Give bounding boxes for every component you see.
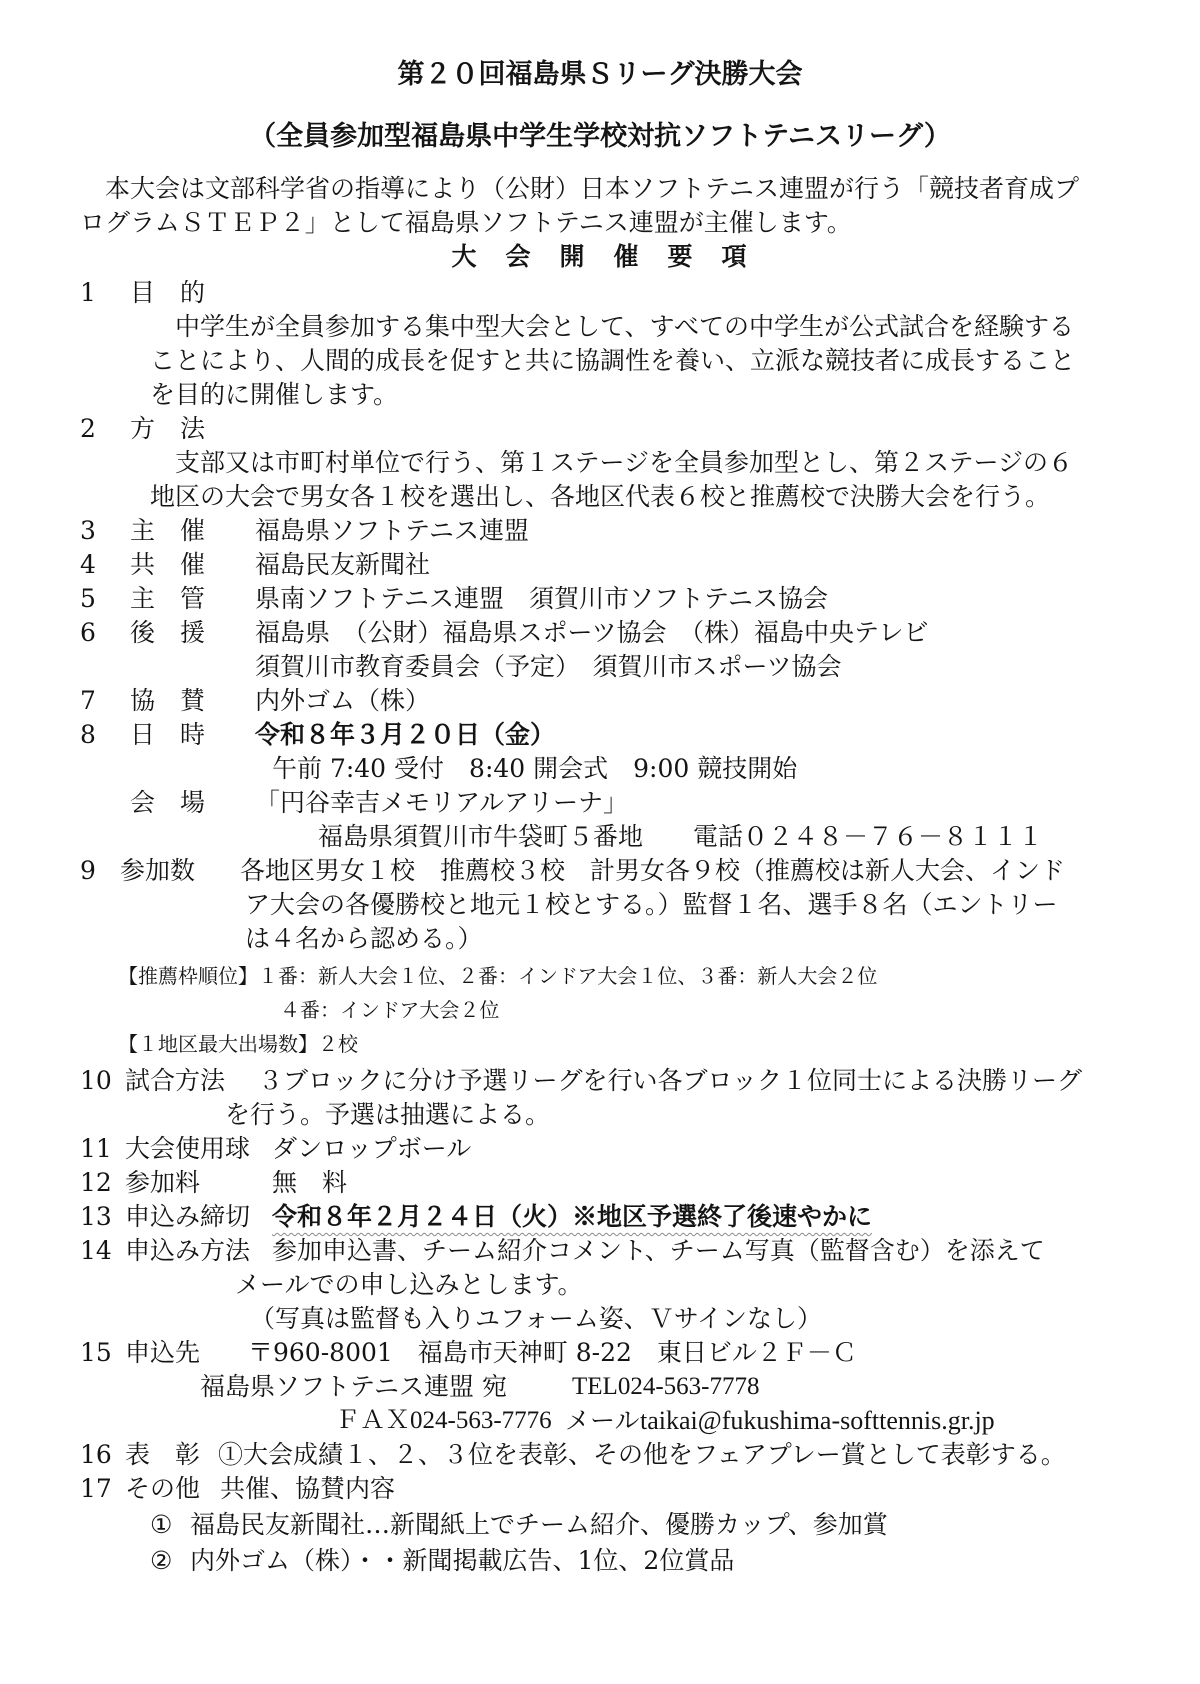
max-entries-value: ２校 xyxy=(318,1032,358,1056)
intro-line-2: ログラムＳＴＥＰ２」として福島県ソフトテニス連盟が主催します。 xyxy=(80,208,852,237)
event-times: 午前 7:40 受付 8:40 開会式 9:00 競技開始 xyxy=(272,754,798,783)
section-7-number: 7 xyxy=(80,686,96,715)
section-14-label: 申込み方法 xyxy=(125,1236,251,1265)
section-7-value: 内外ゴム（株） xyxy=(255,686,431,715)
section-16-value: ①大会成績１、２、３位を表彰、その他をフェアプレー賞として表彰する。 xyxy=(218,1440,1066,1469)
section-9-line-2: ア大会の各優勝校と地元１校とする。）監督１名、選手８名（エントリー xyxy=(245,890,1058,919)
section-6-number: 6 xyxy=(80,618,96,647)
section-3-value: 福島県ソフトテニス連盟 xyxy=(255,516,530,545)
section-12-label: 参加料 xyxy=(125,1168,201,1197)
contact-fax: ＦＡＸ024-563-7776 xyxy=(335,1407,552,1434)
section-11-label: 大会使用球 xyxy=(125,1134,251,1163)
sponsor-item-2-text: 内外ゴム（株）・・新聞掲載広告、1位、2位賞品 xyxy=(190,1546,735,1575)
section-15-number: 15 xyxy=(80,1338,112,1367)
document-title: 第２０回福島県Ｓリーグ決勝大会 xyxy=(397,59,803,90)
section-4-value: 福島民友新聞社 xyxy=(255,550,431,579)
section-12-value: 無 料 xyxy=(272,1168,348,1197)
venue-name: 「円谷幸吉メモリアルアリーナ」 xyxy=(255,788,629,817)
section-8-number: 8 xyxy=(80,720,96,749)
intro-line-1: 本大会は文部科学省の指導により（公財）日本ソフトテニス連盟が行う「競技者育成プ xyxy=(105,174,1080,203)
section-11-value: ダンロップボール xyxy=(272,1134,472,1163)
section-13-number: 13 xyxy=(80,1202,112,1231)
section-12-number: 12 xyxy=(80,1168,112,1197)
event-date: 令和８年３月２０日（金） xyxy=(255,720,556,749)
section-17-value: 共催、協賛内容 xyxy=(220,1474,396,1503)
section-14-number: 14 xyxy=(80,1236,112,1265)
section-9-number: 9 xyxy=(80,856,96,885)
sponsor-item-1-text: 福島民友新聞社…新聞紙上でチーム紹介、優勝カップ、参加賞 xyxy=(190,1510,888,1539)
section-1-line-3: を目的に開催します。 xyxy=(150,380,399,409)
sponsor-item-2-marker: ② xyxy=(150,1546,173,1575)
section-10-line-1: ３ブロックに分け予選リーグを行い各ブロック１位同士による決勝リーグ xyxy=(258,1066,1083,1095)
section-17-number: 17 xyxy=(80,1474,112,1503)
section-5-number: 5 xyxy=(80,584,96,613)
section-5-label: 主 管 xyxy=(130,584,206,613)
max-entries-label: 【１地区最大出場数】 xyxy=(118,1032,318,1056)
section-2-label: 方 法 xyxy=(130,414,206,443)
section-3-number: 3 xyxy=(80,516,96,545)
section-15-label: 申込先 xyxy=(125,1338,201,1367)
section-16-number: 16 xyxy=(80,1440,112,1469)
contact-address: 〒960-8001 福島市天神町 8-22 東日ビル２Ｆ－Ｃ xyxy=(248,1338,857,1367)
section-14-line-3: （写真は監督も入りユフォーム姿、Ｖサインなし） xyxy=(250,1304,823,1333)
contact-mail-label: メール xyxy=(565,1406,640,1435)
outline-heading: 大 会 開 催 要 項 xyxy=(451,242,749,271)
section-11-number: 11 xyxy=(80,1134,112,1163)
section-6-label: 後 援 xyxy=(130,618,206,647)
section-10-number: 10 xyxy=(80,1066,112,1095)
contact-phone: TEL024-563-7778 xyxy=(572,1373,760,1400)
section-9-label: 参加数 xyxy=(120,856,196,885)
contact-organization: 福島県ソフトテニス連盟 宛 xyxy=(200,1372,507,1401)
venue-label: 会 場 xyxy=(130,788,206,817)
section-1-line-1: 中学生が全員参加する集中型大会として、すべての中学生が公式試合を経験する xyxy=(175,312,1075,341)
section-13-label: 申込み締切 xyxy=(125,1202,251,1231)
recommendation-line-2: ４番：インドア大会２位 xyxy=(280,998,500,1022)
section-9-line-3: は４名から認める。） xyxy=(245,924,483,953)
section-6-line-1: 福島県 （公財）福島県スポーツ協会 （株）福島中央テレビ xyxy=(255,618,929,647)
section-9-line-1: 各地区男女１校 推薦校３校 計男女各９校（推薦校は新人大会、インド xyxy=(240,856,1066,885)
section-14-line-1: 参加申込書、チーム紹介コメント、チーム写真（監督含む）を添えて xyxy=(272,1236,1045,1265)
section-4-number: 4 xyxy=(80,550,96,579)
section-16-label: 表 彰 xyxy=(125,1440,201,1469)
document-subtitle: （全員参加型福島県中学生学校対抗ソフトテニスリーグ） xyxy=(249,121,951,152)
section-5-value: 県南ソフトテニス連盟 須賀川市ソフトテニス協会 xyxy=(255,584,829,613)
section-1-number: 1 xyxy=(80,278,96,307)
recommendation-label: 【推薦枠順位】 xyxy=(118,964,258,988)
sponsor-item-1-marker: ① xyxy=(150,1510,173,1539)
section-2-line-2: 地区の大会で男女各１校を選出し、各地区代表６校と推薦校で決勝大会を行う。 xyxy=(150,482,1051,511)
application-deadline: 令和８年２月２４日（火）※地区予選終了後速やかに xyxy=(272,1202,873,1231)
section-8-label: 日 時 xyxy=(130,720,206,749)
section-2-line-1: 支部又は市町村単位で行う、第１ステージを全員参加型とし、第２ステージの６ xyxy=(175,448,1074,477)
section-2-number: 2 xyxy=(80,414,96,443)
venue-address: 福島県須賀川市牛袋町５番地 電話０２４８－７６－８１１１ xyxy=(318,822,1044,851)
section-1-label: 目 的 xyxy=(130,278,206,307)
recommendation-line-1: １番：新人大会１位、２番：インドア大会１位、３番：新人大会２位 xyxy=(258,964,878,988)
section-3-label: 主 催 xyxy=(130,516,206,545)
contact-email-link[interactable]: taikai@fukushima-softtennis.gr.jp xyxy=(640,1406,995,1435)
section-4-label: 共 催 xyxy=(130,550,206,579)
section-7-label: 協 賛 xyxy=(130,686,206,715)
section-6-line-2: 須賀川市教育委員会（予定） 須賀川市スポーツ協会 xyxy=(255,652,842,681)
section-10-label: 試合方法 xyxy=(125,1066,226,1095)
section-17-label: その他 xyxy=(125,1474,201,1503)
section-10-line-2: を行う。予選は抽選による。 xyxy=(225,1100,551,1129)
section-14-line-2: メールでの申し込みとします。 xyxy=(235,1270,583,1299)
section-1-line-2: ことにより、人間的成長を促すと共に協調性を養い、立派な競技者に成長すること xyxy=(150,346,1076,375)
